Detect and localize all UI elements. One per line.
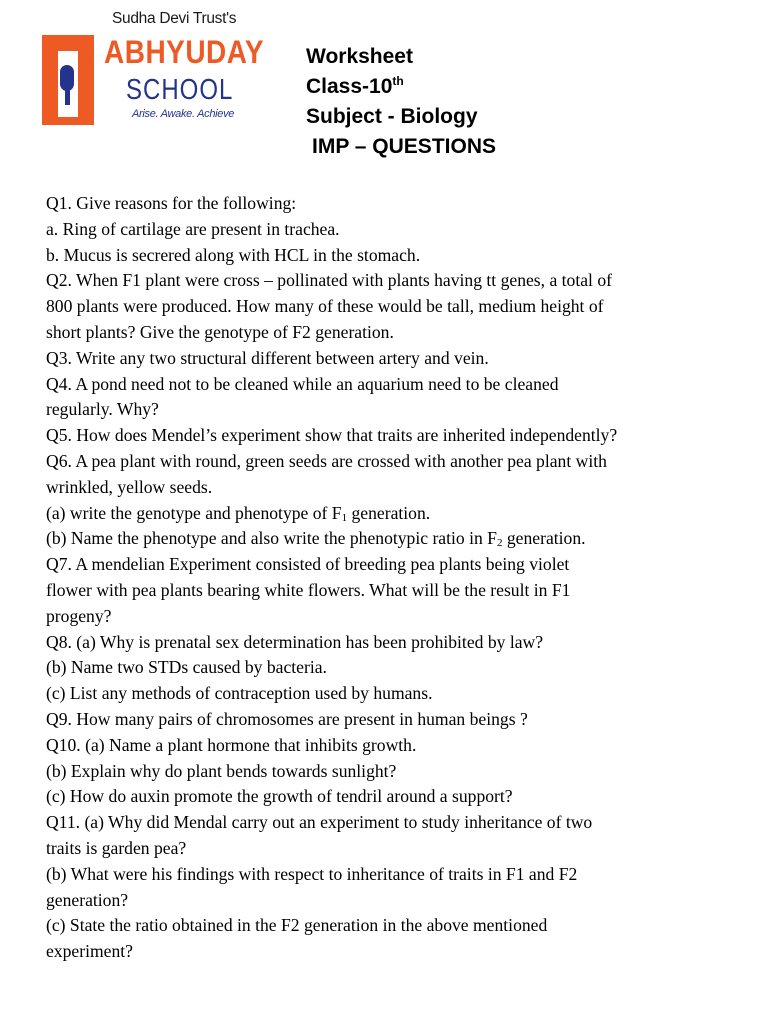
school-logo <box>40 8 265 128</box>
question-line: Q7. A mendelian Experiment consisted of breeding pea plants being violet <box>46 554 570 575</box>
question-line: Q4. A pond need not to be cleaned while an aquarium need to be cleaned <box>46 373 559 394</box>
question-line: experiment? <box>46 941 133 962</box>
class-suffix: th <box>392 74 404 88</box>
question-line: (b) Explain why do plant bends towards sunlight? <box>46 760 397 781</box>
question-line: (b) Name two STDs caused by bacteria. <box>46 657 327 678</box>
generation-subscript: 2 <box>496 537 503 550</box>
question-line <box>46 526 746 552</box>
question-line: flower with pea plants bearing white flowers. What will be the result in F1 <box>46 579 571 600</box>
question-line: (c) List any methods of contraception used by humans. <box>46 683 433 704</box>
logo-school-word: SCHOOL <box>126 74 234 107</box>
class-heading <box>306 74 404 99</box>
generation-subscript: 1 <box>341 511 348 524</box>
subject-heading: Subject - Biology <box>306 105 478 128</box>
worksheet-title: Worksheet <box>306 45 413 68</box>
question-line: (c) State the ratio obtained in the F2 generation in the above mentioned <box>46 915 548 936</box>
question-line: Q2. When F1 plant were cross – pollinated with plants having tt genes, a total of <box>46 270 612 291</box>
question-line: short plants? Give the genotype of F2 generation. <box>46 321 394 342</box>
questions-list <box>46 191 746 965</box>
line-text: generation. <box>347 502 431 523</box>
class-label: Class-10 <box>306 75 393 98</box>
question-line: (c) How do auxin promote the growth of tendril around a support? <box>46 786 513 807</box>
question-line: generation? <box>46 889 129 910</box>
question-line <box>46 501 746 527</box>
question-line: traits is garden pea? <box>46 837 187 858</box>
logo-trust-name: Sudha Devi Trust's <box>112 10 237 27</box>
imp-questions-heading: IMP – QUESTIONS <box>312 135 496 158</box>
question-line: wrinkled, yellow seeds. <box>46 476 213 497</box>
question-line: a. Ring of cartilage are present in trachea. <box>46 218 340 239</box>
question-line: Q3. Write any two structural different between artery and vein. <box>46 347 489 368</box>
question-line: Q9. How many pairs of chromosomes are present in human beings ? <box>46 708 528 729</box>
question-line: Q11. (a) Why did Mendal carry out an experiment to study inheritance of two <box>46 812 593 833</box>
question-line: Q10. (a) Name a plant hormone that inhibits growth. <box>46 734 417 755</box>
question-line: 800 plants were produced. How many of these would be tall, medium height of <box>46 296 604 317</box>
question-line: Q1. Give reasons for the following: <box>46 193 297 213</box>
question-line: Q6. A pea plant with round, green seeds are crossed with another pea plant with <box>46 450 607 471</box>
question-line: Q5. How does Mendel’s experiment show that traits are inherited independently? <box>46 425 618 446</box>
logo-emblem-icon <box>42 35 94 125</box>
logo-school-name: ABHYUDAY <box>104 34 265 70</box>
question-line: b. Mucus is secrered along with HCL in the stomach. <box>46 244 421 265</box>
logo-tagline: Arise. Awake. Achieve <box>132 108 235 120</box>
question-line: regularly. Why? <box>46 399 159 420</box>
line-text: (b) Name the phenotype and also write the phenotypic ratio in F <box>46 528 497 549</box>
line-text: (a) write the genotype and phenotype of F <box>46 502 342 523</box>
question-line: (b) What were his findings with respect to inheritance of traits in F1 and F2 <box>46 863 578 884</box>
question-line: Q8. (a) Why is prenatal sex determination has been prohibited by law? <box>46 631 544 652</box>
line-text: generation. <box>502 528 586 549</box>
question-line: progeny? <box>46 605 112 626</box>
